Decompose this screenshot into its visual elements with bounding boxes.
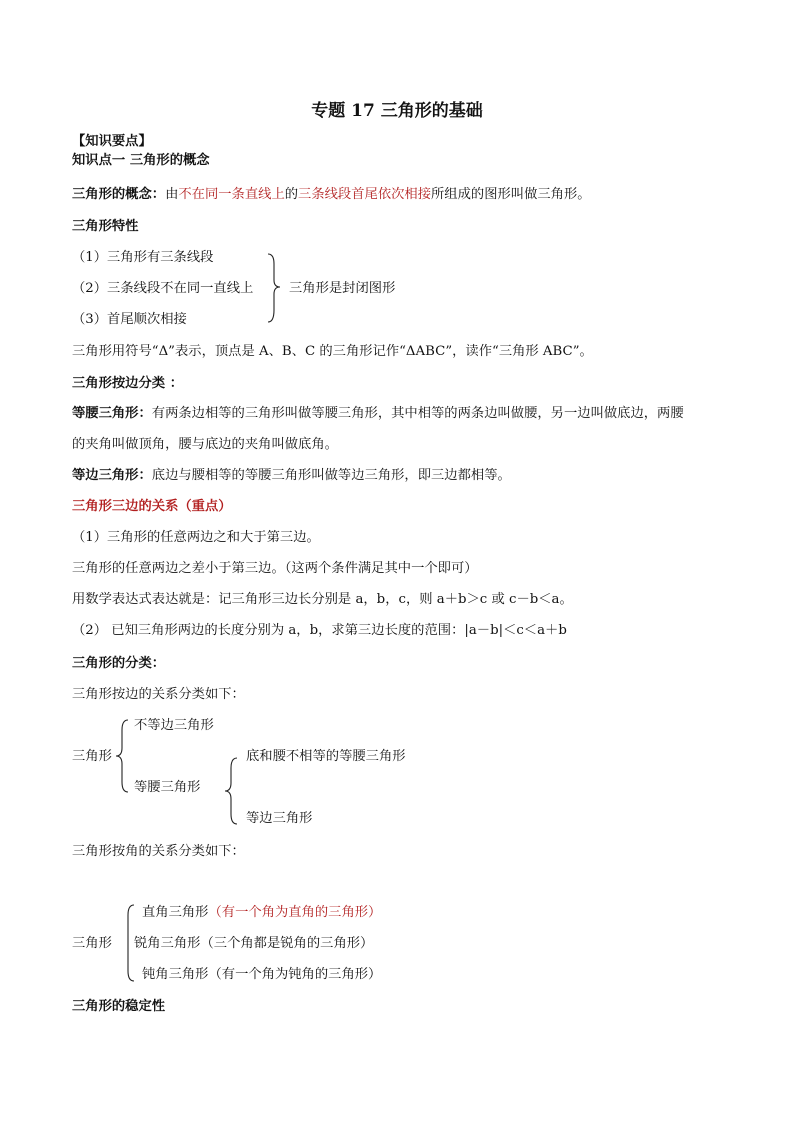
relation-line-1: （1）三角形的任意两边之和大于第三边。 — [72, 530, 320, 545]
classification-heading: 三角形的分类： — [72, 656, 166, 671]
concept-label: 三角形的概念： — [72, 187, 166, 202]
scalene-node: 不等边三角形 — [134, 718, 214, 733]
equilateral-label: 等边三角形： — [72, 468, 152, 483]
equilateral-text: 底边与腰相等的等腰三角形叫做等边三角形，即三边都相等。 — [151, 468, 511, 483]
acute-triangle-node: 锐角三角形（三个角都是锐角的三角形） — [134, 936, 374, 951]
relation-line-3: 用数学表达式表达就是：记三角形三边长分别是 a，b，c，则 a＋b＞c 或 c－b＜a。 — [72, 592, 573, 607]
right-triangle-label: 直角三角形 — [142, 905, 209, 920]
concept-line — [72, 186, 591, 204]
isosceles-definition-2: 的夹角叫做顶角，腰与底边的夹角叫做底角。 — [72, 437, 338, 452]
traits-brace — [266, 252, 282, 324]
side-class-heading: 三角形按边分类 ： — [72, 376, 184, 391]
obtuse-triangle-node: 钝角三角形（有一个角为钝角的三角形） — [142, 967, 382, 982]
right-triangle-node — [142, 904, 381, 922]
isosceles-text-1: 有两条边相等的三角形叫做等腰三角形，其中相等的两条边叫做腰，另一边叫做底边，两腰 — [151, 406, 684, 421]
stability-heading: 三角形的稳定性 — [72, 999, 166, 1014]
side-tree-brace — [114, 718, 130, 794]
isosceles-label: 等腰三角形： — [72, 406, 152, 421]
concept-mid: 的 — [284, 187, 299, 202]
relation-line-2: 三角形的任意两边之差小于第三边。（这两个条件满足其中一个即可） — [72, 561, 478, 576]
right-triangle-note: （有一个角为直角的三角形） — [208, 905, 382, 920]
trait-item-2: （2）三条线段不在同一直线上 — [72, 281, 254, 296]
isosceles-definition-1 — [72, 405, 684, 423]
page-title: 专题 17 三角形的基础 — [311, 101, 483, 121]
trait-item-1: （1）三角形有三条线段 — [72, 250, 214, 265]
concept-red-1: 不在同一条直线上 — [178, 187, 285, 202]
concept-pre: 由 — [165, 187, 179, 202]
by-side-intro: 三角形按边的关系分类如下： — [72, 687, 245, 702]
knowledge-point-1: 知识点一 三角形的概念 — [72, 153, 210, 168]
isosceles-node: 等腰三角形 — [134, 780, 201, 795]
traits-conclusion: 三角形是封闭图形 — [289, 281, 396, 296]
angle-tree-root: 三角形 — [72, 936, 112, 951]
side-tree-root: 三角形 — [72, 749, 112, 764]
concept-post: 所组成的图形叫做三角形。 — [431, 187, 591, 202]
equilateral-definition — [72, 467, 511, 485]
isosceles-sub-2: 等边三角形 — [246, 811, 313, 826]
concept-red-2: 三条线段首尾依次相接 — [298, 187, 432, 202]
relation-line-4: （2） 已知三角形两边的长度分别为 a，b，求第三边长度的范围：|a－b|＜c＜a＋b — [72, 623, 567, 638]
traits-heading: 三角形特性 — [72, 219, 139, 234]
isosceles-sub-1: 底和腰不相等的等腰三角形 — [246, 749, 406, 764]
relation-heading: 三角形三边的关系（重点） — [72, 499, 232, 514]
by-angle-intro: 三角形按角的关系分类如下： — [72, 844, 245, 859]
isosceles-sub-brace — [223, 756, 239, 826]
trait-item-3: （3）首尾顺次相接 — [72, 312, 187, 327]
notation-line: 三角形用符号“Δ”表示，顶点是 A、B、C 的三角形记作“ΔABC”，读作“三角形 ABC”。 — [72, 344, 593, 359]
section-header: 【知识要点】 — [72, 134, 152, 149]
